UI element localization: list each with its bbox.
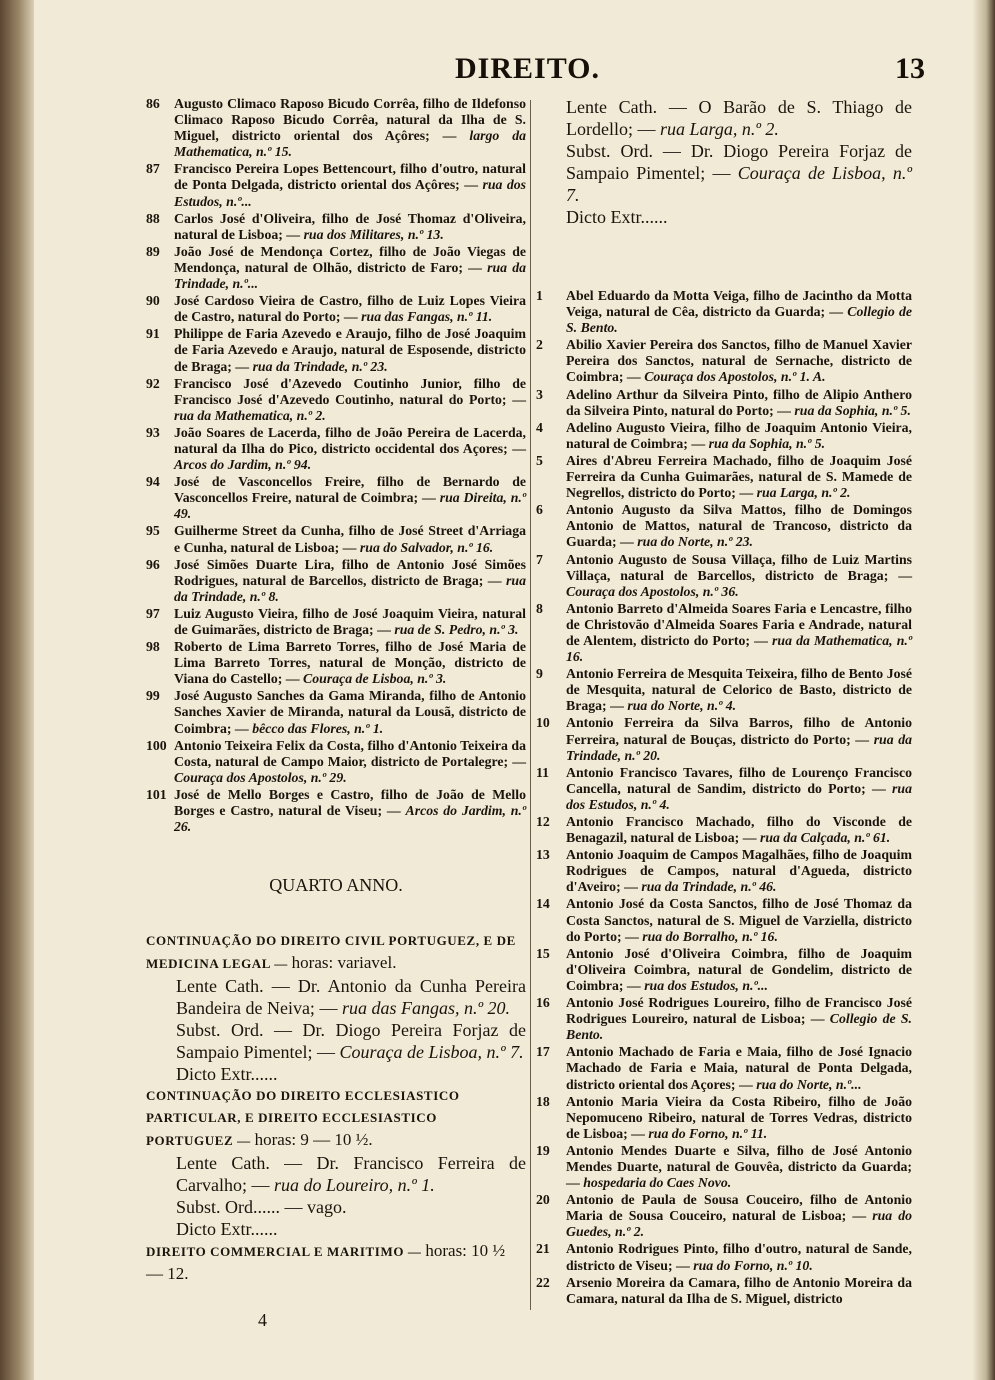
entry-number: 90: [146, 293, 160, 309]
entry-address: rua do Guedes, n.º 2.: [566, 1208, 913, 1240]
entry-address: Couraça dos Apostolos, n.º 36.: [566, 583, 739, 599]
entry-text: José Augusto Sanches da Gama Miranda, filho de Antonio Sanches Xavier de Miranda, natural da Lousã, districto de Coimbra; —: [174, 688, 526, 736]
staff-label: Lente Cath. — O Barão de S. Thiago de Lordello; —: [566, 97, 912, 139]
subject-hours: horas: variavel.: [291, 953, 397, 973]
right-column: [536, 96, 912, 1308]
entry-text: Antonio Augusto da Silva Mattos, filho de Domingos Antonio de Mattos, natural de Trancoso, districto da Guarda; —: [566, 502, 912, 550]
entry-number: 5: [536, 452, 543, 468]
staff-label: Dicto Extr......: [176, 1064, 278, 1085]
entry-text: Roberto de Lima Barreto Torres, filho de José Maria de Lima Barreto Torres, natural de Monção, districto de Viana do Castello; —: [174, 639, 526, 687]
staff-line: [566, 206, 912, 228]
staff-line: [176, 1063, 526, 1085]
list-item: [536, 995, 912, 1043]
entry-text: Adelino Arthur da Silveira Pinto, filho de Alipio Anthero da Silveira Pinto, natural do Porto; —: [566, 386, 912, 418]
signature-mark: 4: [258, 1310, 267, 1330]
entry-address: Arcos do Jardim, n.º 94.: [174, 457, 312, 473]
staff-address: Couraça de Lisboa, n.º 7.: [566, 163, 912, 205]
entry-address: rua da Mathematica, n.º 16.: [566, 632, 912, 665]
entry-number: 11: [536, 764, 550, 780]
entry-text: José de Vasconcellos Freire, filho de Bernardo de Vasconcellos Freire, natural de Coimbra; —: [174, 474, 526, 506]
list-item: [146, 293, 526, 325]
page-edge: [973, 0, 995, 1380]
entry-number: 97: [146, 605, 160, 621]
list-item: [146, 161, 526, 209]
entry-address: rua da Mathematica, n.º 2.: [174, 407, 326, 423]
list-item: [146, 376, 526, 424]
entry-address: Collegio de S. Bento.: [566, 304, 913, 336]
entry-address: rua da Sophia, n.º 5.: [794, 402, 911, 418]
list-item: [536, 1143, 912, 1191]
entry-number: 100: [146, 737, 167, 753]
list-item: [146, 326, 526, 374]
entry-text: Antonio José da Costa Sanctos, filho de José Thomaz da Costa Sanctos, natural de S. Miguel de Varziella, districto do Porto; —: [566, 896, 912, 944]
list-item: [536, 1044, 912, 1092]
page-header: [150, 52, 925, 92]
list-item: [536, 601, 912, 665]
entry-address: rua do Norte, n.º 4.: [627, 698, 737, 714]
list-item: [536, 387, 912, 419]
entry-address: rua dos Estudos, n.º...: [644, 977, 768, 993]
subject-title: DIREITO COMMERCIAL E MARITIMO —: [146, 1244, 422, 1260]
subject-list: [146, 930, 526, 1286]
entry-address: rua dos Estudos, n.º 4.: [566, 780, 912, 812]
entry-number: 1: [536, 288, 543, 303]
list-item: [146, 211, 526, 243]
entry-text: João Soares de Lacerda, filho de João Pereira de Lacerda, natural da Ilha do Pico, districto occidental dos Açores; —: [174, 424, 526, 456]
entry-text: José Cardoso Vieira de Castro, filho de Luiz Lopes Vieira de Castro, natural do Porto; —: [174, 293, 526, 325]
entry-number: 7: [536, 551, 543, 567]
left-entry-list: [146, 96, 526, 835]
entry-address: Collegio de S. Bento.: [566, 1011, 912, 1043]
entry-text: Antonio Francisco Machado, filho do Visconde de Benagazil, natural de Lisboa; —: [566, 814, 912, 846]
entry-address: bêcco das Flores, n.º 1.: [252, 720, 384, 736]
entry-number: 13: [536, 847, 550, 863]
entry-number: 8: [536, 600, 543, 616]
entry-number: 99: [146, 688, 160, 704]
entry-number: 15: [536, 945, 550, 961]
entry-address: Arcos do Jardim, n.º 26.: [174, 803, 526, 835]
entry-text: Arsenio Moreira da Camara, filho de Antonio Moreira da Camara, natural da Ilha de S. Miguel, districto: [566, 1274, 912, 1306]
staff-label: Dicto Extr......: [176, 1219, 278, 1240]
entry-number: 3: [536, 386, 543, 402]
entry-number: 6: [536, 502, 543, 518]
list-item: [146, 523, 526, 555]
list-item: [536, 288, 912, 336]
list-item: [536, 1275, 912, 1307]
list-item: [146, 474, 526, 522]
entry-text: Aires d'Abreu Ferreira Machado, filho de Joaquim José Ferreira da Cunha Guimarães, natural de S. Mamede de Negrellos, districto do Porto; —: [566, 452, 912, 501]
staff-line: [176, 975, 526, 1019]
entry-address: rua do Forno, n.º 10.: [693, 1257, 813, 1273]
entry-address: rua do Norte, n.º 23.: [637, 534, 753, 550]
entry-address: rua da Trindade, n.º 20.: [566, 731, 913, 763]
staff-label: Lente Cath. — Dr. Francisco Ferreira de Carvalho; —: [176, 1153, 526, 1196]
list-item: [536, 1241, 912, 1273]
list-item: [146, 96, 526, 160]
entry-text: Antonio Ferreira da Silva Barros, filho de Antonio Ferreira, natural de Bouças, districto do Porto; —: [566, 715, 912, 747]
subject-hours: horas: 10 ½ — 12.: [146, 1241, 506, 1284]
entry-number: 93: [146, 424, 160, 440]
entry-text: José Simões Duarte Lira, filho de Antonio José Simões Rodrigues, natural de Barcellos, districto de Braga; —: [174, 556, 526, 588]
entry-text: Antonio Francisco Tavares, filho de Lourenço Francisco Cancella, natural de Sandim, districto do Porto; —: [566, 764, 912, 796]
entry-address: hospedaria do Caes Novo.: [583, 1175, 732, 1191]
staff-line: [176, 1218, 526, 1240]
entry-number: 98: [146, 639, 160, 655]
entry-text: Guilherme Street da Cunha, filho de José Street d'Arriaga e Cunha, natural de Lisboa; —: [174, 523, 526, 555]
list-item: [146, 639, 526, 687]
entry-text: Abilio Xavier Pereira dos Sanctos, filho de Manuel Xavier Pereira dos Sanctos, natural de Sernache, districto de Coimbra; —: [566, 337, 912, 385]
list-item: [536, 765, 912, 813]
page-binding: [0, 0, 34, 1380]
list-item: [146, 557, 526, 605]
entry-number: 88: [146, 210, 160, 226]
entry-address: Couraça dos Apostolos, n.º 29.: [174, 769, 347, 785]
staff-label: Dicto Extr......: [566, 207, 668, 227]
entry-text: Francisco Pereira Lopes Bettencourt, filho d'outro, natural de Ponta Delgada, districto oriental dos Açôres; —: [174, 161, 526, 193]
entry-number: 20: [536, 1192, 550, 1208]
list-item: [536, 896, 912, 944]
entry-number: 91: [146, 326, 160, 342]
subject-heading: [146, 930, 526, 975]
entry-number: 95: [146, 523, 160, 539]
right-entry-list: [536, 288, 912, 1307]
entry-text: Antonio Machado de Faria e Maia, filho de José Ignacio Machado de Faria e Maia, natural de Ponta Delgada, districto oriental dos Açores; —: [566, 1044, 912, 1092]
running-head: DIREITO.: [455, 52, 600, 85]
entry-text: José de Mello Borges e Castro, filho de João de Mello Borges e Castro, natural de Viseu; —: [174, 786, 526, 819]
entry-number: 2: [536, 337, 543, 353]
entry-text: Antonio Mendes Duarte e Silva, filho de José Antonio Mendes Duarte, natural de Gouvêa, districto da Guarda; —: [566, 1142, 912, 1191]
section-title: QUARTO ANNO.: [269, 875, 403, 896]
entry-number: 9: [536, 666, 543, 682]
entry-text: Luiz Augusto Vieira, filho de José Joaquim Vieira, natural de Guimarães, districto de Braga; —: [174, 605, 526, 637]
list-item: [536, 337, 912, 385]
staff-label: Lente Cath. — Dr. Antonio da Cunha Pereira Bandeira de Neiva; —: [176, 976, 526, 1019]
entry-text: Antonio Teixeira Felix da Costa, filho d'Antonio Teixeira da Costa, natural de Campo Maior, districto de Portalegre; —: [174, 737, 526, 769]
subject-title: CONTINUAÇÃO DO DIREITO CIVIL PORTUGUEZ, E DE MEDICINA LEGAL —: [146, 933, 516, 972]
entry-number: 86: [146, 96, 160, 111]
list-item: [146, 738, 526, 786]
entry-address: rua do Borralho, n.º 16.: [642, 928, 778, 944]
entry-address: Couraça de Lisboa, n.º 3.: [303, 671, 447, 687]
entry-text: Antonio José d'Oliveira Coimbra, filho de Joaquim d'Oliveira Coimbra, natural de Gondelim, districto de Coimbra; —: [566, 945, 912, 993]
entry-address: rua dos Estudos, n.º...: [174, 177, 526, 209]
list-item: [146, 425, 526, 473]
subject-heading: [146, 1240, 526, 1286]
entry-number: 19: [536, 1142, 550, 1158]
entry-address: rua do Forno, n.º 11.: [648, 1125, 768, 1141]
entry-number: 10: [536, 715, 550, 731]
list-item: [536, 1094, 912, 1142]
staff-line: [566, 96, 912, 140]
list-item: [536, 715, 912, 763]
entry-text: Antonio de Paula de Sousa Couceiro, filho de Antonio Maria de Sousa Couceiro, natural de Lisboa; —: [566, 1192, 912, 1224]
entry-address: rua das Fangas, n.º 11.: [361, 309, 493, 325]
entry-number: 101: [146, 786, 167, 802]
list-item: [536, 814, 912, 846]
entry-number: 14: [536, 896, 550, 912]
column-divider: [530, 100, 531, 1310]
entry-number: 21: [536, 1241, 550, 1257]
entry-address: rua do Salvador, n.º 16.: [359, 539, 494, 555]
list-item: [536, 666, 912, 714]
entry-address: rua Larga, n.º 2.: [756, 485, 851, 501]
entry-text: Antonio Rodrigues Pinto, filho d'outro, natural de Sande, districto de Viseu; —: [566, 1241, 912, 1273]
staff-line: [176, 1019, 526, 1063]
list-item: [536, 847, 912, 895]
staff-label: Subst. Ord...... — vago.: [176, 1197, 347, 1218]
entry-text: Antonio Barreto d'Almeida Soares Faria e Lencastre, filho de Christovão d'Almeida Soares Faria e Andrade, natural de Alentem, districto do Porto; —: [566, 600, 912, 648]
entry-address: rua da Trindade, n.º 23.: [252, 358, 388, 374]
list-item: [536, 502, 912, 550]
entry-address: largo da Mathematica, n.º 15.: [174, 128, 526, 160]
list-item: [536, 420, 912, 452]
entry-text: Antonio Joaquim de Campos Magalhães, filho de Joaquim Rodrigues de Campos, natural d'Agueda, districto d'Aveiro; —: [566, 847, 912, 895]
entry-text: Carlos José d'Oliveira, filho de José Thomaz d'Oliveira, natural de Lisboa; —: [174, 210, 526, 242]
list-item: [146, 606, 526, 638]
subject-title: CONTINUAÇÃO DO DIREITO ECCLESIASTICO PARTICULAR, E DIREITO ECCLESIASTICO PORTUGUEZ —: [146, 1088, 460, 1149]
entry-number: 96: [146, 556, 160, 572]
entry-text: Francisco José d'Azevedo Coutinho Junior, filho de Francisco José d'Azevedo Coutinho, natural do Porto; —: [174, 375, 526, 407]
entry-address: Couraça dos Apostolos, n.º 1. A.: [644, 369, 826, 385]
staff-address: rua Larga, n.º 2.: [659, 119, 779, 139]
entry-text: Antonio Augusto de Sousa Villaça, filho de Luiz Martins Villaça, natural de Barcellos, districto de Braga; —: [566, 551, 912, 583]
entry-address: rua Direita, n.º 49.: [174, 490, 526, 522]
entry-text: Antonio Maria Vieira da Costa Ribeiro, filho de João Nepomuceno Ribeiro, natural de Torres Vedras, districto de Lisboa; —: [566, 1093, 912, 1141]
entry-address: rua dos Militares, n.º 13.: [303, 226, 444, 242]
entry-number: 94: [146, 474, 160, 490]
staff-line: [176, 1196, 526, 1218]
left-column: [146, 96, 526, 1286]
staff-line: [566, 140, 912, 206]
entry-text: Adelino Augusto Vieira, filho de Joaquim Antonio Vieira, natural de Coimbra; —: [566, 419, 912, 451]
entry-number: 12: [536, 814, 550, 829]
list-item: [146, 244, 526, 292]
staff-label: Subst. Ord. — Dr. Diogo Pereira Forjaz de Sampaio Pimentel; —: [566, 141, 912, 183]
entry-text: João José de Mendonça Cortez, filho de João Viegas de Mendonça, natural de Olhão, districto de Faro; —: [174, 243, 526, 275]
staff-address: Couraça de Lisboa, n.º 7.: [339, 1042, 524, 1063]
entry-text: Augusto Climaco Raposo Bicudo Corrêa, filho de Ildefonso Climaco Raposo Bicudo Corrêa, natural da Ilha de S. Miguel, districto oriental dos Açôres; —: [174, 96, 526, 144]
entry-number: 17: [536, 1044, 550, 1060]
entry-address: rua da Trindade, n.º 46.: [641, 879, 777, 895]
list-item: [536, 1192, 912, 1240]
entry-address: rua da Trindade, n.º 8.: [174, 572, 526, 604]
entry-number: 92: [146, 375, 160, 391]
list-item: [536, 453, 912, 501]
page-number: 13: [895, 52, 925, 85]
entry-address: rua da Calçada, n.º 61.: [759, 830, 891, 846]
subject-hours: horas: 9 — 10 ½.: [254, 1130, 373, 1150]
entry-number: 89: [146, 243, 160, 259]
entry-text: Antonio Ferreira de Mesquita Teixeira, filho de Bento José de Mesquita, natural de Celorico de Basto, districto de Braga; —: [566, 666, 912, 714]
entry-number: 18: [536, 1093, 550, 1109]
list-item: [146, 688, 526, 736]
staff-address: rua das Fangas, n.º 20.: [341, 998, 511, 1019]
staff-line: [176, 1152, 526, 1196]
entry-text: Antonio José Rodrigues Loureiro, filho de Francisco José Rodrigues Loureiro, natural de Lisboa; —: [566, 995, 912, 1027]
entry-address: rua de S. Pedro, n.º 3.: [394, 622, 519, 637]
entry-address: rua da Sophia, n.º 5.: [708, 435, 826, 451]
entry-number: 16: [536, 995, 550, 1011]
entry-address: rua da Trindade, n.º...: [174, 259, 526, 292]
entry-address: rua do Norte, n.º...: [756, 1076, 862, 1092]
entry-number: 22: [536, 1274, 550, 1290]
staff-label: Subst. Ord. — Dr. Diogo Pereira Forjaz de Sampaio Pimentel; —: [176, 1020, 526, 1063]
list-item: [146, 787, 526, 835]
entry-number: 4: [536, 419, 543, 435]
right-top-staff: [536, 96, 912, 228]
entry-number: 87: [146, 161, 160, 177]
list-item: [536, 946, 912, 994]
entry-text: Abel Eduardo da Motta Veiga, filho de Jacintho da Motta Veiga, natural de Cêa, districto da Guarda; —: [566, 288, 912, 320]
list-item: [536, 552, 912, 600]
entry-text: Philippe de Faria Azevedo e Araujo, filho de José Joaquim de Faria Azevedo e Araujo, natural de Esposende, districto de Braga; —: [174, 326, 526, 374]
subject-heading: [146, 1085, 526, 1152]
staff-address: rua do Loureiro, n.º 1.: [273, 1175, 435, 1196]
